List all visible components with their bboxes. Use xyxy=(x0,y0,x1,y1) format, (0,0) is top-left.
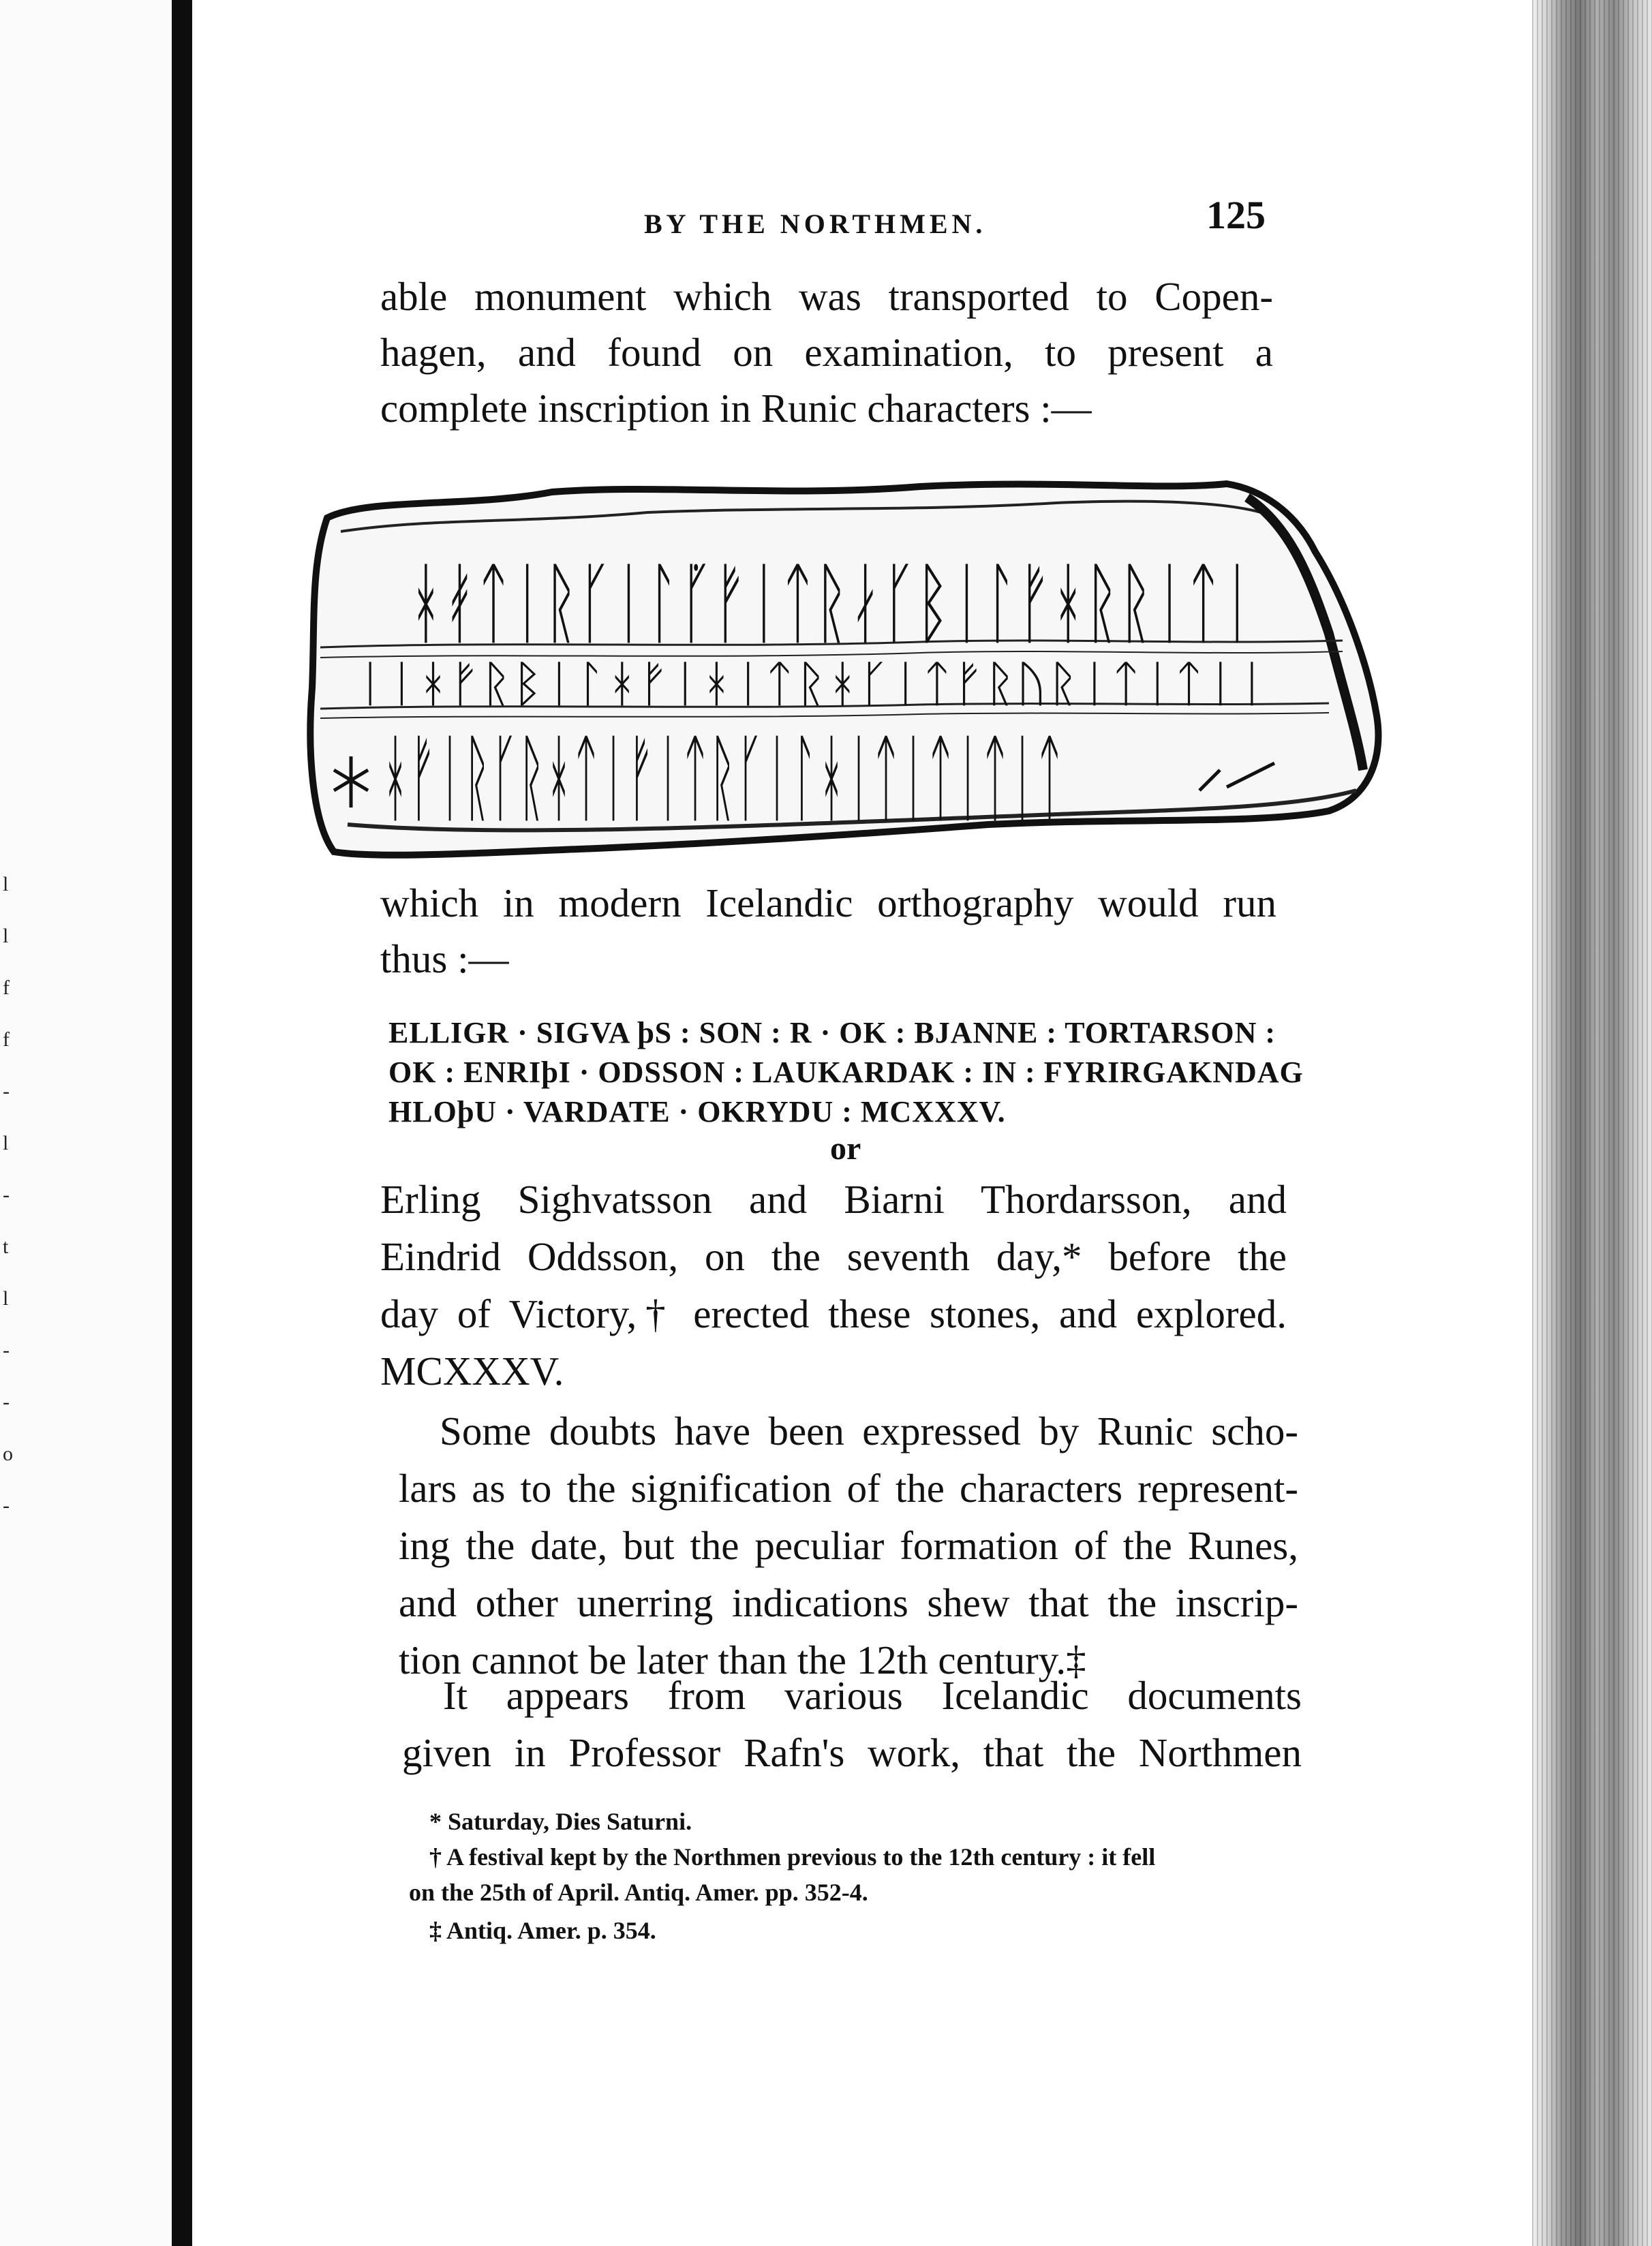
text-line: hagen, and found on examination, to present a xyxy=(380,330,1273,375)
text-line: day of Victory,† erected these stones, and explored. xyxy=(380,1291,1287,1336)
binding-shadow xyxy=(172,0,192,2246)
text-line: tion cannot be later than the 12th century.‡ xyxy=(399,1637,1086,1682)
text-line: complete inscription in Runic characters :— xyxy=(380,386,1092,431)
or-separator: or xyxy=(830,1130,861,1167)
text-line: given in Professor Rafn's work, that the Northmen xyxy=(402,1730,1302,1775)
text-line: MCXXXV. xyxy=(380,1349,564,1394)
footnote-festival-cont: on the 25th of April. Antiq. Amer. pp. 352-4. xyxy=(409,1879,868,1906)
running-head: BY THE NORTHMEN. xyxy=(644,209,987,239)
transliteration-line: OK : ENRIþI · ODSSON : LAUKARDAK : IN : FYRIRGAKNDAG xyxy=(388,1056,1304,1089)
text-line: Erling Sighvatsson and Biarni Thordarsson, and xyxy=(380,1177,1287,1222)
transliteration-line: ELLIGR · SIGVA þS : SON : R · OK : BJANNE : TORTARSON : xyxy=(388,1016,1276,1049)
footnote-festival: † A festival kept by the Northmen previous to the 12th century : it fell xyxy=(429,1843,1156,1871)
adjacent-page xyxy=(0,0,172,2246)
text-line: thus :— xyxy=(380,936,509,981)
footnote-antiq: ‡ Antiq. Amer. p. 354. xyxy=(429,1917,656,1944)
text-line: It appears from various Icelandic documents xyxy=(443,1673,1302,1718)
text-line: ing the date, but the peculiar formation of the Runes, xyxy=(399,1523,1298,1568)
footnote-saturday: * Saturday, Dies Saturni. xyxy=(429,1808,692,1835)
left-margin-marks: l l f f - l - t l - - o - xyxy=(3,873,13,1517)
rune-stone-illustration xyxy=(307,470,1397,879)
rune-row: ᚼᚯᛏᛁᚱᚴᛁᛚᚵᚠᛁᛏᚱᛅᚴᛒᛁᛚᚠᚼᚱᚱᛁᛏᛁ xyxy=(409,551,1254,655)
text-line: able monument which was transported to Copen- xyxy=(380,274,1273,319)
rune-row: ᚼᚠᛁᚱᚴᚱᚼᛏᛁᚠᛁᛏᚱᚴᛁᛚᚼᛁᛏᛁᛏᛁᛏᛁᛏ xyxy=(382,723,1063,834)
transliteration-line: HLOþU · VARDATE · OKRYDU : MCXXXV. xyxy=(388,1095,1006,1128)
text-line: which in modern Icelandic orthography would run xyxy=(380,880,1276,925)
page-edge-stack xyxy=(1532,0,1652,2246)
rune-row: ᛁᛁᚼᚠᚱᛒᛁᛚᚼᚠᛁᚼᛁᛏᚱᚼᚴᛁᛏᚠᚱᚢᚱᛁᛏᛁᛏᛁᛁ xyxy=(354,655,1268,712)
text-line: Eindrid Oddsson, on the seventh day,* before the xyxy=(380,1234,1287,1279)
text-line: and other unerring indications shew that the inscrip- xyxy=(399,1580,1298,1625)
page-number: 125 xyxy=(1206,193,1266,237)
text-line: Some doubts have been expressed by Runic scho- xyxy=(440,1409,1298,1453)
text-line: lars as to the signification of the characters represent- xyxy=(399,1466,1298,1511)
